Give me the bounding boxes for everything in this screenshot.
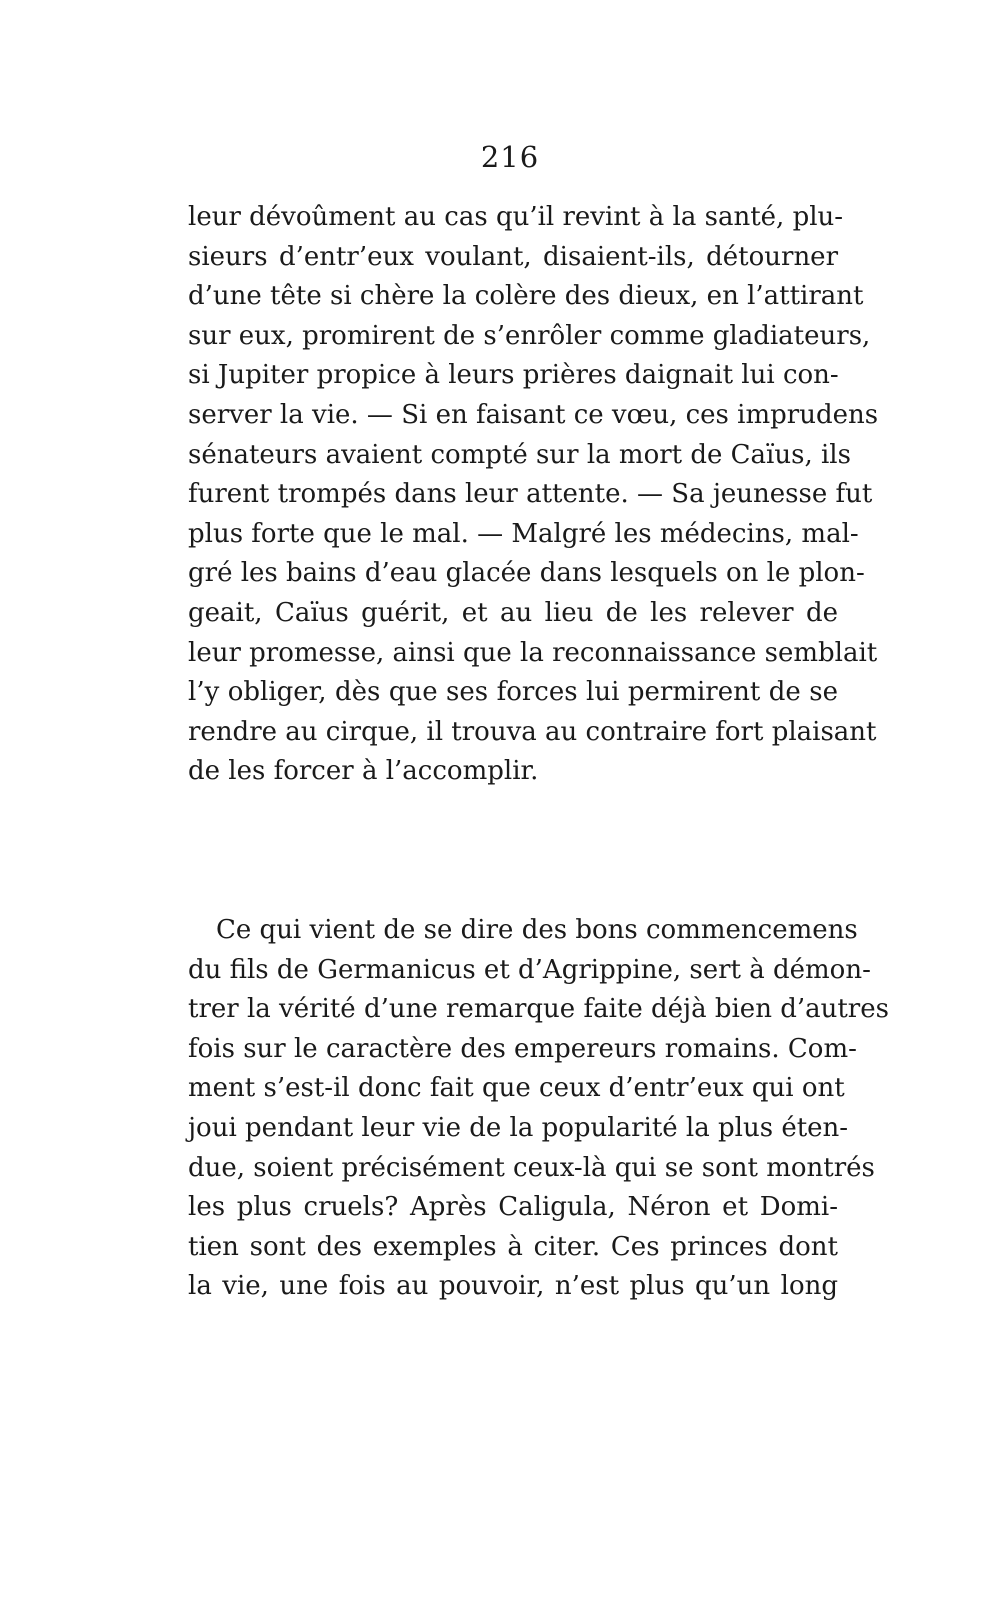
text-line: trer la vérité d’une remarque faite déjà bien d’autres [188,994,889,1025]
text-line: d’une tête si chère la colère des dieux, en l’attirant [188,281,864,312]
text-line: gré les bains d’eau glacée dans lesquels on le plon- [188,558,865,589]
text-line: sénateurs avaient compté sur la mort de Caïus, ils [188,439,851,470]
page-number: 216 [480,140,540,174]
text-line: server la vie. — Si en faisant ce vœu, ces imprudens [188,399,879,430]
text-line: fois sur le caractère des empereurs romains. Com- [188,1033,857,1064]
text-line: tien sont des exemples à citer. Ces princes dont [188,1231,838,1262]
text-line: l’y obliger, dès que ses forces lui permirent de se [188,677,838,708]
text-line: si Jupiter propice à leurs prières daignait lui con- [188,360,839,391]
paragraph-2 [188,911,889,1307]
text-line: due, soient précisément ceux-là qui se sont montrés [188,1152,875,1183]
text-line: ment s’est-il donc fait que ceux d’entr’eux qui ont [188,1073,845,1104]
text-line: sur eux, promirent de s’enrôler comme gladiateurs, [188,320,871,351]
text-line: leur promesse, ainsi que la reconnaissance semblait [188,637,878,668]
text-line: Ce qui vient de se dire des bons commencemens [216,915,858,945]
text-line: la vie, une fois au pouvoir, n’est plus qu’un long [188,1271,838,1302]
text-line: du fils de Germanicus et d’Agrippine, sert à démon- [188,954,871,985]
text-line: les plus cruels? Après Caligula, Néron et Domi- [188,1192,838,1223]
text-line: plus forte que le mal. — Malgré les médecins, mal- [188,518,859,549]
text-line: leur dévoûment au cas qu’il revint à la santé, plu- [188,202,844,232]
paragraph-1 [188,198,879,792]
text-line: sieurs d’entr’eux voulant, disaient-ils, détourner [188,241,838,272]
text-line: rendre au cirque, il trouva au contraire fort plaisant [188,716,877,747]
text-line: geait, Caïus guérit, et au lieu de les relever de [188,597,838,628]
text-line: furent trompés dans leur attente. — Sa jeunesse fut [188,479,873,510]
text-line: de les forcer à l’accomplir. [188,756,539,787]
text-line: joui pendant leur vie de la popularité la plus éten- [188,1112,849,1143]
